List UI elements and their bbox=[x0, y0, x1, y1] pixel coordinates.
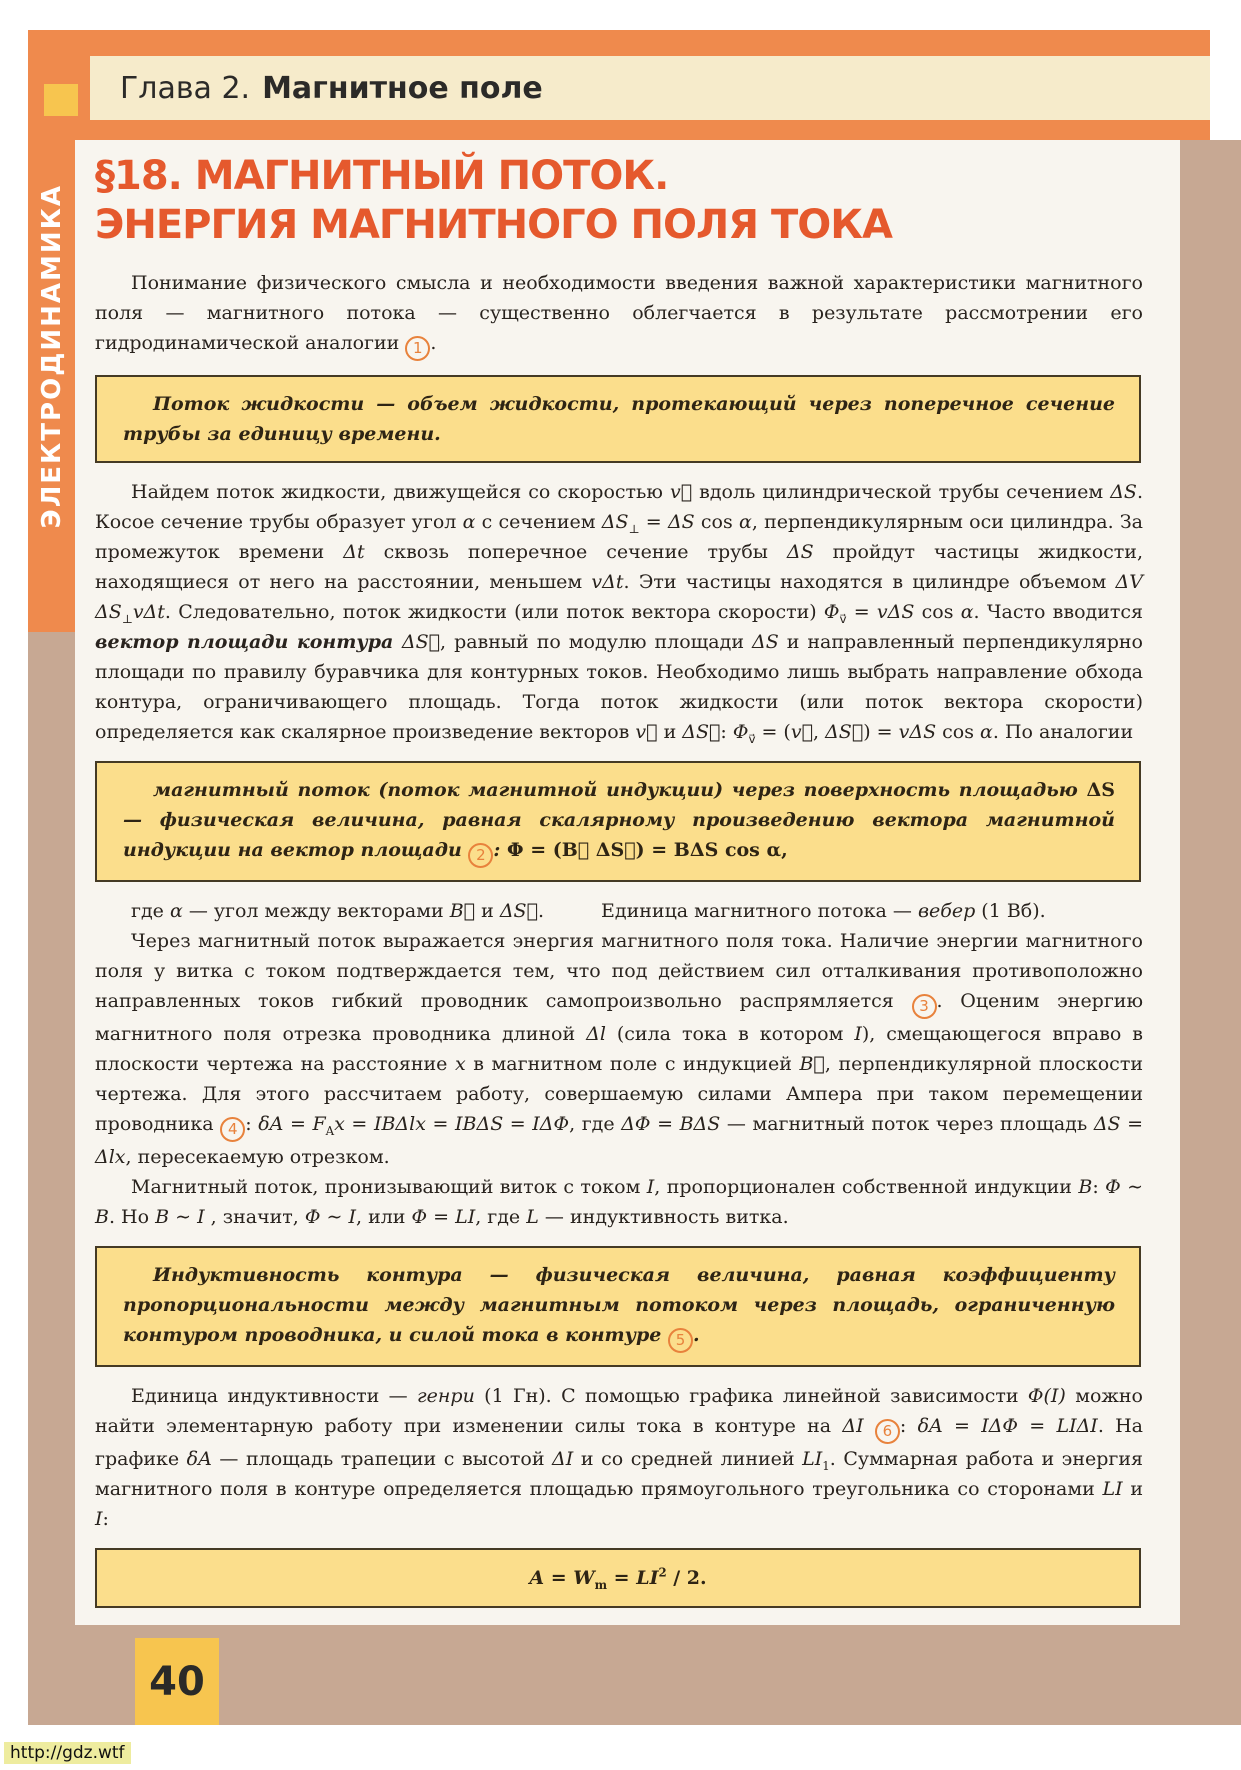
circled-number-5: 5 bbox=[668, 1328, 693, 1353]
paragraph-inductance-intro: Магнитный поток, пронизывающий виток с током I, пропорционален собственной индукции B: Φ ∼ B. Но B ∼ I , значит, Φ ∼ I, или Φ = LI, где L — индуктивность витка. bbox=[95, 1175, 1144, 1228]
chapter-title: Магнитное поле bbox=[262, 70, 543, 106]
definition-magnetic-flux: магнитный поток (поток магнитной индукции) через поверхность площадью ΔS — физическая величина, равная скалярному произведению вектора магнитной индукции на вектор площади 2 : Φ = (B⃗ ΔS⃗) = BΔS cos α, bbox=[95, 761, 1141, 882]
paragraph-weber: где α — угол между векторами B⃗ и ΔS⃗. Единица магнитного потока — вебер (1 Вб). bbox=[131, 899, 1046, 922]
circled-number-4: 4 bbox=[220, 1117, 245, 1142]
paragraph-intro: Понимание физического смысла и необходимости введения важной характеристики магнитного поля — магнитного потока — существенно облегчается в результате рассмотрении его гидродинамической аналогии 1 . bbox=[95, 268, 1143, 361]
section-title-line1: §18. МАГНИТНЫЙ ПОТОК. bbox=[95, 153, 669, 199]
chapter-marker-square bbox=[44, 84, 78, 116]
chapter-bar bbox=[90, 56, 1210, 120]
chapter-number: Глава 2. bbox=[120, 70, 251, 106]
page-number-box bbox=[135, 1638, 219, 1725]
paragraph-liquid-flux: Найдем поток жидкости, движущейся со скоростью v⃗ вдоль цилиндрической трубы сечением ΔS. Косое сечение трубы образует угол α с сечением $\Delta S_\perp = \Delta S$ cos α, перпендикулярным оси цилиндра. За промежуток времени Δt сквозь поперечное сечение трубы ΔS пройдут частицы жидкости, находящиеся от него на расстоянии, меньшем vΔt. Эти частицы находятся в цилиндре объемом ΔV $\Delta S_\perp v\Delta t$. Следовательно, поток жидкости (или поток вектора скорости) $\Phi_{v⃗} = v\Delta S$ cos α. Часто вводится вектор площади контура ΔS⃗, равный по модулю площади ΔS и направленный перпендикулярно площади по правилу буравчика для контурных токов. Необходимо лишь выбрать направление обхода контура, ограничивающего площадь. Тогда поток жидкости (или поток вектора скорости) определяется как скалярное произведение векторов v⃗ и ΔS⃗: $\Phi_{v⃗}$ = (v⃗, ΔS⃗) = vΔS cos α. По аналогии bbox=[95, 480, 1144, 746]
paragraph-energy: Через магнитный поток выражается энергия магнитного поля тока. Наличие энергии магнитного поля у витка с током подтверждается тем, что под действием сил отталкивания противоположно направленных токов гибкий проводник самопроизвольно распрямляется 3 . Оценим энергию магнитного поля отрезка проводника длиной Δl (сила тока в котором I), смещающегося вправо в плоскости чертежа на расстояние x в магнитном поле с индукцией B⃗, перпендикулярной плоскости чертежа. Для этого рассчитаем работу, совершаемую силами Ампера при таком перемещении проводника 4 : $\delta A = F_Ax = IB\Delta lx = IB\Delta S = I\Delta\Phi$, где ΔΦ = BΔS — магнитный поток через площадь ΔS = Δlx, пересекаемую отрезком. bbox=[95, 929, 1144, 1168]
page-body bbox=[75, 140, 1180, 1625]
sidebar-label: ЭЛЕКТРОДИНАМИКА bbox=[36, 183, 67, 529]
circled-number-6: 6 bbox=[875, 1419, 900, 1444]
definition-inductance: Индуктивность контура — физическая величина, равная коэффициенту пропорциональности между магнитным потоком через площадь, ограниченную контуром проводника, и силой тока в контуре 5 . bbox=[95, 1246, 1141, 1367]
circled-number-1: 1 bbox=[405, 336, 430, 361]
formula-energy: $A = W_m = LI^2 / 2$. bbox=[95, 1548, 1141, 1608]
section-sidebar bbox=[28, 140, 75, 632]
watermark-url: http://gdz.wtf bbox=[4, 1742, 131, 1764]
paragraph-henry: Единица индуктивности — генри (1 Гн). С помощью графика линейной зависимости Φ(I) можно найти элементарную работу при изменении силы тока в контуре на ΔI 6 : δA = IΔΦ = LIΔI. На графике δA — площадь трапеции с высотой ΔI и со средней линией $LI_1$. Суммарная работа и энергия магнитного поля в контуре определяется площадью прямоугольного треугольника со сторонами LI и I: bbox=[95, 1384, 1144, 1530]
circled-number-2: 2 bbox=[468, 843, 493, 868]
definition-flux-of-liquid: Поток жидкости — объем жидкости, протекающий через поперечное сечение трубы за единицу времени. bbox=[95, 375, 1141, 463]
page-number: 40 bbox=[149, 1658, 205, 1705]
page-content bbox=[95, 150, 1143, 1608]
section-title-line2: ЭНЕРГИЯ МАГНИТНОГО ПОЛЯ ТОКА bbox=[95, 201, 892, 248]
circled-number-3: 3 bbox=[912, 994, 937, 1019]
section-title bbox=[95, 152, 1143, 250]
